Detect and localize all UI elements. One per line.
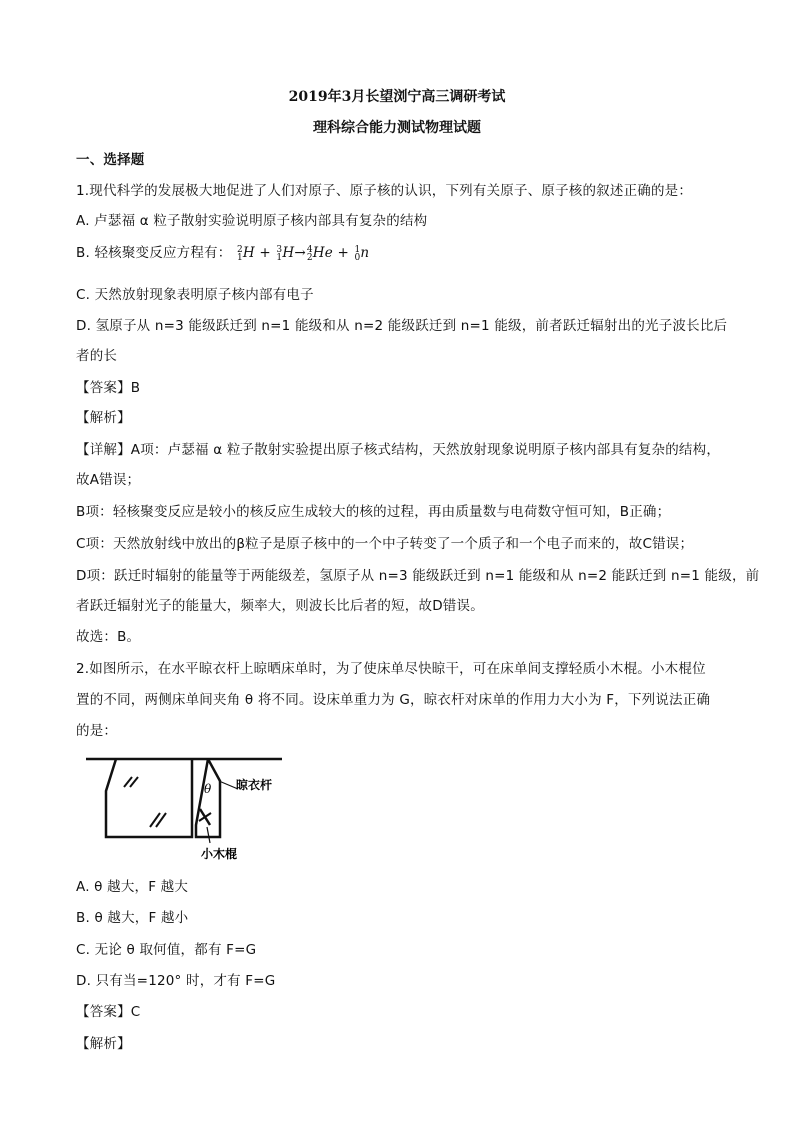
q1-detail-line6: 者跃迁辐射光子的能量大，频率大，则波长比后者的短，故D错误。 (76, 598, 484, 614)
fusion-equation (236, 245, 369, 261)
section-heading: 一、选择题 (76, 152, 145, 168)
neutron-symbol: n (360, 245, 370, 261)
q2-answer: 【答案】C (76, 1004, 141, 1020)
theta-label: θ (204, 782, 212, 796)
bedsheet-right (196, 759, 220, 837)
q2-option-a: A. θ 越大，F 越大 (76, 879, 189, 895)
clothesline-diagram (86, 751, 286, 861)
q1-option-b (76, 241, 369, 262)
small-stick-cross (199, 813, 211, 821)
paper-title: 2019年3月长望浏宁高三调研考试 (288, 89, 506, 105)
q1-analysis: 【解析】 (76, 410, 131, 426)
rod-label: 晾衣杆 (236, 778, 273, 792)
q1-option-d-line2: 者的长 (76, 348, 118, 364)
isotope-h2-symbol: H (242, 245, 255, 261)
reaction-arrow: → (294, 245, 306, 261)
q1-option-a: A. 卢瑟福 α 粒子散射实验说明原子核内部具有复杂的结构 (76, 213, 428, 229)
isotope-n-numbers: 1 0 (354, 244, 361, 263)
q2-stem-line2: 置的不同，两侧床单间夹角 θ 将不同。设床单重力为 G，晾衣杆对床单的作用力大小为 F，下列说法正确 (76, 692, 711, 708)
q1-option-b-label: B. 轻核聚变反应方程有： (76, 245, 232, 261)
stick-label-pointer (207, 827, 210, 843)
q2-analysis: 【解析】 (76, 1036, 131, 1052)
stick-label: 小木棍 (201, 847, 238, 861)
q2-option-b: B. θ 越大，F 越小 (76, 910, 189, 926)
q1-detail-line3: B项：轻核聚变反应是较小的核反应生成较大的核的过程，再由质量数与电荷数守恒可知，B正确； (76, 504, 671, 520)
q1-detail-line4: C项：天然放射线中放出的β粒子是原子核中的一个中子转变了一个质子和一个电子而来的，故C错误； (76, 536, 694, 552)
paper-subtitle: 理科综合能力测试物理试题 (313, 120, 481, 136)
plus-sign: + (337, 245, 349, 261)
q1-stem: 1.现代科学的发展极大地促进了人们对原子、原子核的认识，下列有关原子、原子核的叙述正确的是： (76, 183, 693, 199)
q2-stem-line3: 的是： (76, 723, 118, 739)
isotope-he-numbers: 4 2 (306, 244, 313, 263)
isotope-h3-symbol: H (282, 245, 295, 261)
q2-option-c: C. 无论 θ 取何值，都有 F=G (76, 942, 257, 958)
q1-detail-line5: D项：跃迁时辐射的能量等于两能级差，氢原子从 n=3 能级跃迁到 n=1 能级和从 n=2 能跃迁到 n=1 能级，前 (76, 568, 760, 584)
plus-sign: + (259, 245, 271, 261)
q1-option-c: C. 天然放射现象表明原子核内部有电子 (76, 287, 314, 303)
q1-conclusion: 故选：B。 (76, 629, 141, 645)
q1-detail-line1: 【详解】A项：卢瑟福 α 粒子散射实验提出原子核式结构，天然放射现象说明原子核内部具有复杂的结构， (76, 442, 721, 458)
q1-detail-line2: 故A错误； (76, 472, 141, 488)
bedsheet-left (106, 759, 192, 837)
q2-stem-line1: 2.如图所示，在水平晾衣杆上晾晒床单时，为了使床单尽快晾干，可在床单间支撑轻质小木棍。小木棍位 (76, 661, 706, 677)
q1-answer: 【答案】B (76, 380, 141, 396)
q1-option-d-line1: D. 氢原子从 n=3 能级跃迁到 n=1 能级和从 n=2 能级跃迁到 n=1 能级，前者跃迁辐射出的光子波长比后 (76, 318, 728, 334)
isotope-he-symbol: He (312, 245, 333, 261)
q2-option-d: D. 只有当=120° 时，才有 F=G (76, 973, 276, 989)
isotope-h2-numbers: 2 1 (236, 244, 243, 263)
isotope-h3-numbers: 3 1 (276, 244, 283, 263)
